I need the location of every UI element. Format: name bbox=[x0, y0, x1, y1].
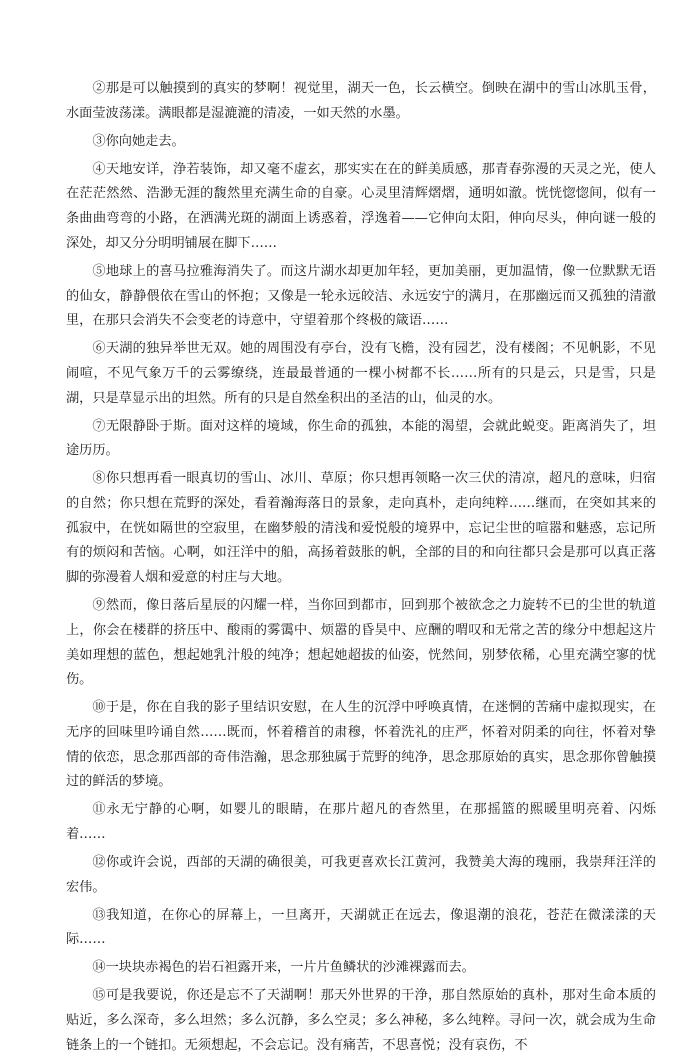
paragraph-11: ⑪永无宁静的心啊，如婴儿的眼睛，在那片超凡的杳然里，在那摇篮的熙暖里明亮着、闪烁着…… bbox=[66, 802, 656, 843]
paragraph-5: ⑤地球上的喜马拉雅海消失了。而这片湖水却更加年轻，更加美丽，更加温情，像一位默默无语的仙女，静静偎依在雪山的怀抱；又像是一轮永远皎洁、永远安宁的满月，在那幽远而又孤独的清澈里，在那只会消失不会变老的诗意中，守望着那个终极的箴语…… bbox=[66, 263, 656, 329]
paragraph-14: ⑭一块块赤褐色的岩石袒露开来，一片片鱼鳞状的沙滩裸露而去。 bbox=[92, 960, 475, 976]
paragraph-7: ⑦无限静卧于斯。面对这样的境域，你生命的孤独，本能的渴望，会就此蜕变。距离消失了，坦途历历。 bbox=[66, 418, 656, 459]
paragraph-8: ⑧你只想再看一眼真切的雪山、冰川、草原；你只想再领略一次三伏的清凉，超凡的意味，归宿的自然；你只想在荒野的深处，看着瀚海落日的景象，走向真朴，走向纯粹……继而，在突如其来的孤寂中，在恍如隔世的空寂里，在幽梦般的清浅和爱悦般的境界中，忘记尘世的喧嚣和魅惑，忘记所有的烦闷和苦恼。心啊，如汪洋中的船，高扬着鼓胀的帆，全部的目的和向往都只会是那可以真正落脚的弥漫着人烟和爱意的村庄与大地。 bbox=[66, 471, 656, 586]
paragraph-12: ⑫你或许会说，西部的天湖的确很美，可我更喜欢长江黄河，我赞美大海的瑰丽，我崇拜汪洋的宏伟。 bbox=[66, 855, 656, 895]
paragraph-2: ②那是可以触摸到的真实的梦啊！视觉里，湖天一色，长云横空。倒映在湖中的雪山冰肌玉骨，水面莹波荡漾。满眼都是湿漉漉的清凌，一如天然的水墨。 bbox=[66, 81, 656, 121]
paragraph-9: ⑨然而，像日落后星辰的闪耀一样，当你回到都市，回到那个被欲念之力旋转不已的尘世的轨道上，你会在楼群的挤压中、酸雨的雾霭中、烦嚣的昏昊中、应酬的喟叹和无常之苦的缘分中想起这片美如理想的蓝色，想起她乳汁般的纯净；想起她超拔的仙姿，恍然间，别梦依稀，心里充满空寥的忧伤。 bbox=[66, 598, 656, 688]
paragraph-13: ⑬我知道，在你心的屏幕上，一旦离开，天湖就正在远去，像退潮的浪花，苍茫在微漾漾的天际…… bbox=[66, 907, 656, 948]
paragraph-3: ③你向她走去。 bbox=[92, 133, 185, 149]
paragraph-4: ④天地安详，浄若装饰，却又毫不虚玄，那实实在在的鲜美质感，那青春弥漫的天灵之光，使人在茫茫然然、浩渺无涯的馥然里充满生命的自豪。心灵里清辉熠熠，通明如澈。恍恍惚惚间，似有一条曲曲弯弯的小路，在洒满光斑的湖面上诱惑着，浮逸着——它伸向太阳，伸向尽头，伸向谜一般的深处，却又分分明明铺展在脚下…… bbox=[66, 161, 656, 251]
paragraph-6: ⑥天湖的独异举世无双。她的周围没有亭台，没有飞檐，没有园艺，没有楼阁；不见帆影，不见闹喧，不见气象万千的云雾缭绕，连最最普通的一棵小树都不长……所有的只是云，只是雪，只是湖，只是草显示出的坦然。所有的只是自然垒积出的圣洁的山，仙灵的水。 bbox=[66, 341, 656, 406]
paragraph-15: ⑮可是我要说，你还是忘不了天湖啊！那天外世界的干浄，那自然原始的真朴，那对生命本质的贴近，多么深奇，多么坦然；多么沉静，多么空灵；多么神秘，多么纯粹。寻问一次，就会成为生命链条上的一个链扣。无须想起，不会忘记。没有痛苦，不思喜悦；没有哀伤，不 bbox=[66, 988, 656, 1053]
paragraph-10: ⑩于是，你在自我的影子里结识安慰，在人生的沉浮中呼唤真情，在迷惘的苦痛中虚拟现实，在无序的回味里吟诵自然……既而，怀着稽首的肃穆，怀着洗礼的庄严，怀着对阴柔的向往，怀着对挚情的依恋，思念那西部的奇伟浩瀚，思念那独属于荒野的纯净，思念那原始的真实，思念那你曾触摸过的鲜活的梦境。 bbox=[66, 700, 656, 790]
